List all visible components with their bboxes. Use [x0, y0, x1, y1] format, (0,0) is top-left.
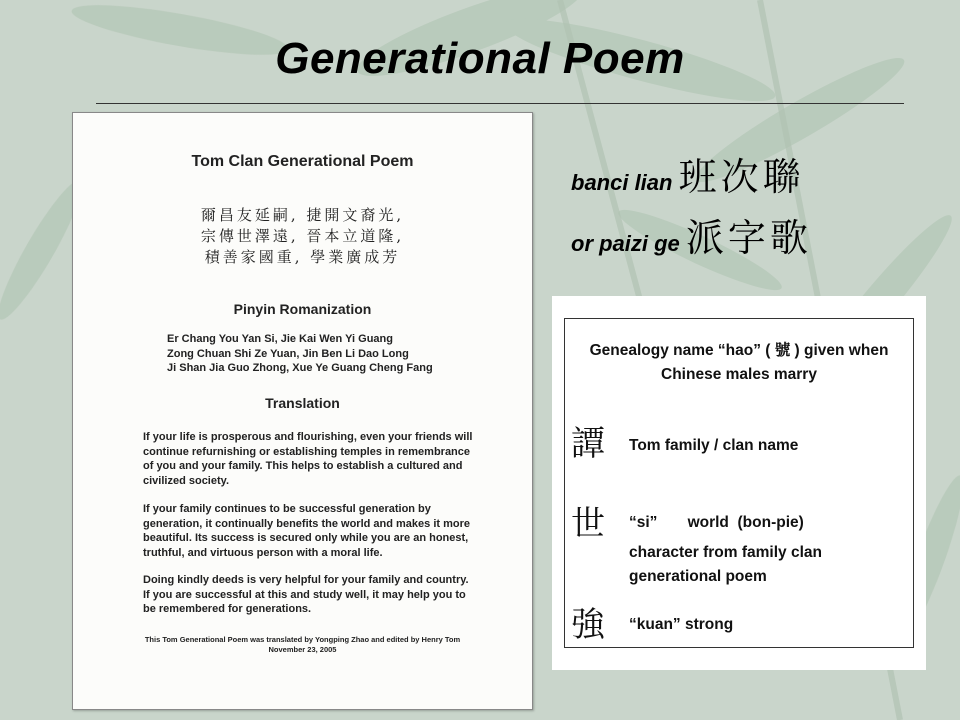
term-romanized: or paizi ge — [571, 231, 680, 256]
pinyin-heading: Pinyin Romanization — [233, 301, 372, 317]
genealogy-row-text: character from family clan — [629, 544, 822, 561]
genealogy-row-text: Tom family / clan name — [629, 437, 799, 454]
document-credit — [73, 635, 532, 655]
term-chinese: 派字歌 — [685, 216, 812, 260]
genealogy-char-kuan: 強 — [571, 605, 605, 645]
term-chinese: 班次聯 — [678, 155, 805, 199]
pinyin-line: Er Chang You Yan Si, Jie Kai Wen Yi Guang — [167, 333, 393, 345]
pinyin-line: Ji Shan Jia Guo Zhong, Xue Ye Guang Cheng Fang — [167, 362, 433, 374]
hanzi-line: 爾昌友延嗣, 捷開文裔光, — [200, 206, 405, 224]
document-hanzi-poem — [73, 205, 532, 268]
translation-heading: Translation — [265, 395, 340, 411]
genealogy-row-text: “si” world (bon-pie) — [629, 514, 804, 531]
hanzi-line: 宗傳世澤遠, 晉本立道隆, — [200, 227, 405, 245]
genealogy-header: Genealogy name “hao” ( 號 ) given when — [589, 342, 889, 359]
genealogy-row-text: “kuan” strong — [629, 616, 734, 633]
genealogy-char-tom: 譚 — [571, 424, 605, 464]
term-paizi-ge — [571, 207, 812, 262]
slide-title: Generational Poem — [275, 34, 685, 83]
pinyin-line: Zong Chuan Shi Ze Yuan, Jin Ben Li Dao Long — [167, 347, 409, 360]
translation-paragraph: If your family continues to be successful generation by generation, it continually benefits the world and makes it more beautiful. Its success is secured only while you are an honest, truthful, and virtuous person with a moral life. — [143, 503, 471, 559]
document-title: Tom Clan Generational Poem — [191, 153, 414, 170]
translation-paragraph: Doing kindly deeds is very helpful for your family and country. If you are successful at this and study well, it may help you to be remembered for generations. — [143, 574, 469, 615]
hanzi-line: 積善家國重, 學業廣成芳 — [204, 248, 401, 266]
credit-date: November 23, 2005 — [268, 645, 337, 654]
term-banci-lian — [571, 146, 805, 201]
term-romanized: banci lian — [571, 170, 673, 195]
pinyin-block — [167, 332, 433, 376]
genealogy-header-line2: Chinese males marry — [661, 366, 817, 383]
translation-paragraph: If your life is prosperous and flourishing, even your friends will continue refurnishing or establishing temples in remembrance of you and your family. This helps to establish a cultured and civilized society. — [143, 431, 473, 487]
genealogy-char-si: 世 — [571, 504, 605, 544]
credit-line: This Tom Generational Poem was translated by Yongping Zhao and edited by Henry Tom — [144, 635, 461, 644]
poem-document-scan — [72, 112, 533, 710]
title-divider — [96, 103, 904, 104]
genealogy-name-box — [552, 296, 926, 670]
genealogy-row-text: generational poem — [629, 568, 767, 585]
